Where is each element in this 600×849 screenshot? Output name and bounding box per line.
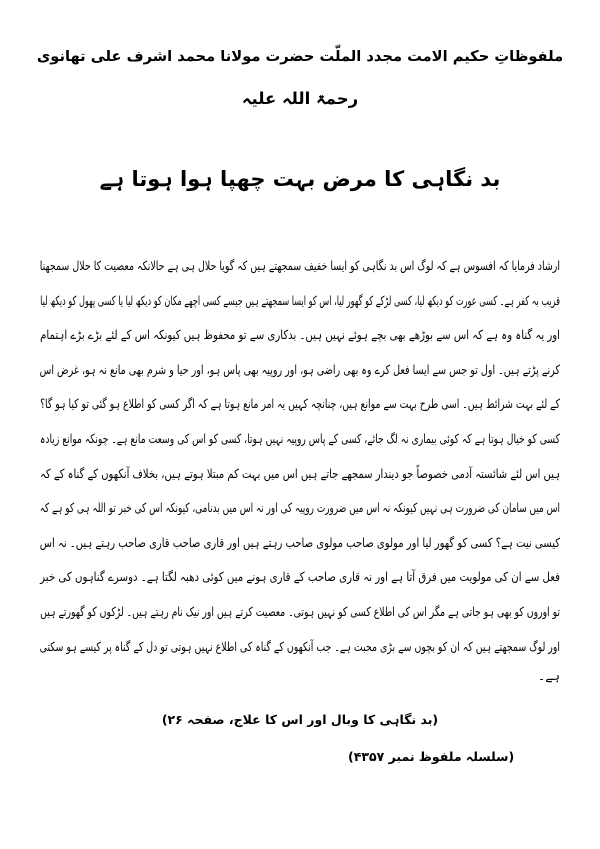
body-text [0,255,600,700]
document-title: ملفوظاتِ حکیم الامت مجدد الملّت حضرت مولانا محمد اشرف علی تھانوی [36,48,564,65]
body-line: کیسی نیت ہے؟ کسی کو گھور لیا اور مولوی صاحب مولوی صاحب رہتے ہیں اور قاری صاحب قاری صاحب رہتے ہیں۔ نہ اس [39,534,561,550]
body-line: ہے۔ [537,668,560,684]
body-line: تو اوروں کو بھی ہو جاتی ہے مگر اس کی اطلاع کسی کو نہیں ہوتی۔ معصیت کرتے ہیں اور نیک نام رہتے ہیں۔ لڑکوں کو گھورتے ہیں [40,604,560,620]
body-line: اور یہ گناہ وہ ہے کہ اس سے بوڑھے بھی بچے ہوئے نہیں ہیں۔ بدکاری سے تو محفوظ ہیں کیونکہ اس کے لئے بڑے بڑے اہتمام [40,327,560,343]
body-line: فعل سے ان کی مولویت میں فرق آتا ہے اور نہ قاری صاحب کے قاری ہونے میں کوئی دھبہ لگتا ہے۔ دوسرے گناہوں کی خبر [40,569,561,585]
body-line: قریب بہ کفر ہے۔ کسی عورت کو دیکھ لیا، کسی لڑکے کو گھور لیا، اس کو ایسا سمجھتے ہیں جیسے کسی اچھے مکان کو دیکھ لیا یا کسی پھول کو دیکھ لیا [40,292,561,308]
body-line: کسی کو خیال ہوتا ہے کہ کوئی بیماری نہ لگ جائے، کسی کے پاس روپیہ نہیں ہوتا، کسی کو اس کی وسعت مانع ہے۔ چونکہ موانع زیادہ [40,431,561,447]
serial-citation [0,749,600,764]
body-line: اس میں سامان کی ضرورت ہی نہیں کیونکہ نہ اس میں ضرورت روپیہ کی اور نہ اس میں بدنامی، کیونکہ اس کی خبر تو اللہ ہی کو ہے کہ [39,500,561,516]
source-citation: (بد نگاہی کا وبال اور اس کا علاج، صفحہ ۲۶) [161,711,439,727]
body-line: اور لوگ سمجھتے ہیں کہ ان کو بچوں سے بڑی محبت ہے۔ جب آنکھوں کے گناہ کی اطلاع نہیں ہوتی تو دل کے گناہ پر کیسے ہو سکتی [39,638,560,654]
body-line: ارشاد فرمایا کہ افسوس ہے کہ لوگ اس بد نگاہی کو ایسا خفیف سمجھتے ہیں کہ گویا حلال ہی ہے حالانکہ معصیت کا حلال سمجھنا [39,258,561,274]
section-heading: بد نگاہی کا مرض بہت چھپا ہوا ہوتا ہے [99,167,501,192]
document-subtitle: رحمۃ اللہ علیہ [241,89,359,109]
body-line: کرنے پڑتے ہیں۔ اول تو جس سے ایسا فعل کرے وہ بھی راضی ہو، اور روپیہ بھی پاس ہو، اور حیا و شرم بھی مانع نہ ہو، غرض اس [39,361,560,377]
serial-citation-text: (سلسلہ ملفوظ نمبر ۴۳۵۷) [348,748,515,764]
body-line: کے لئے بہت شرائط ہیں۔ اسی طرح بہت سے موانع ہیں، چنانچہ کہیں یہ امر مانع ہوتا ہے کہ اگر کسی کو اطلاع ہو گئی تو کیا ہو گا؟ [40,396,560,412]
page-bottom-spacer [0,764,600,849]
body-line: ہیں اس لئے شائستہ آدمی خصوصاً جو دیندار سمجھے جاتے ہیں اس میں بہت کم مبتلا ہوتے ہیں، بخلاف آنکھوں کے گناہ کے کہ [40,465,561,481]
masthead [0,0,600,108]
